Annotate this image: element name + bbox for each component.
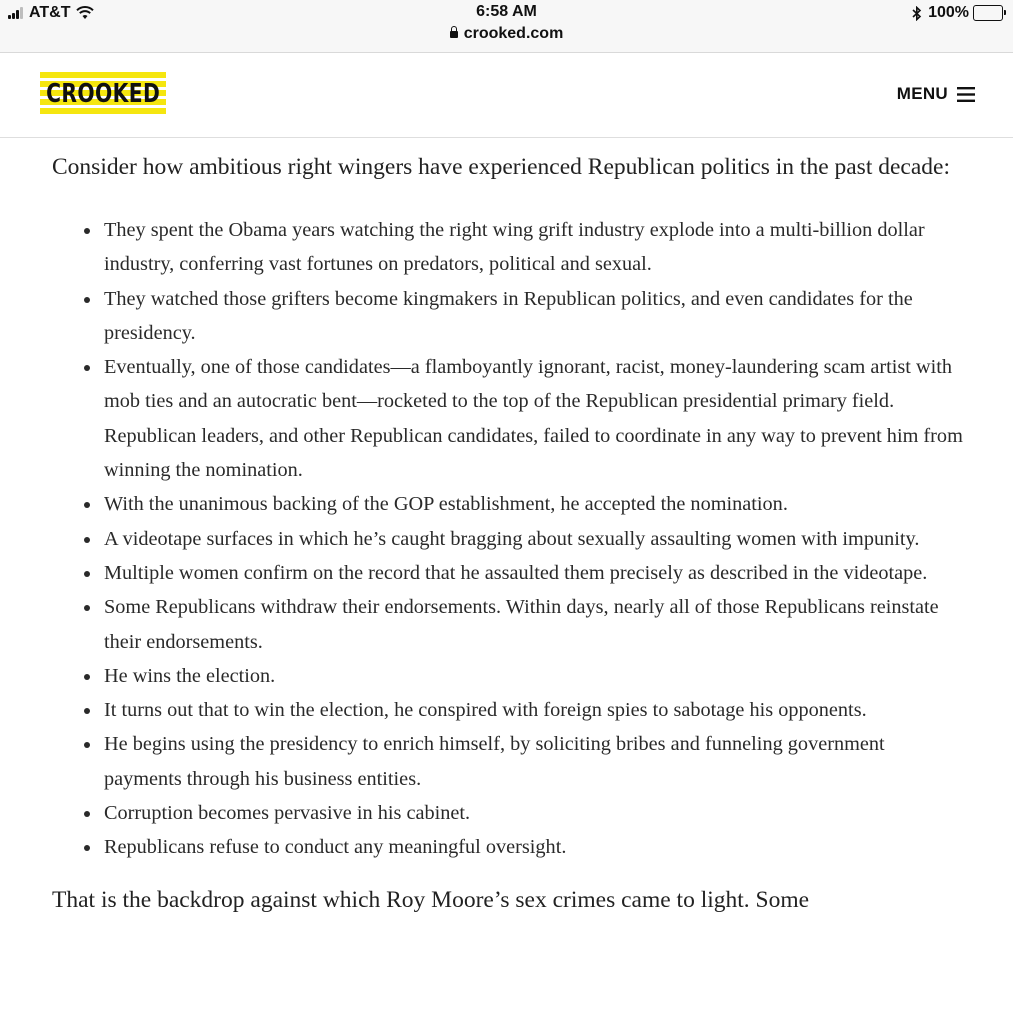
menu-button[interactable] [897, 84, 975, 104]
bullet-text: It turns out that to win the election, he conspired with foreign spies to sabotage his opponents. [104, 699, 867, 722]
bullet-text: Republicans refuse to conduct any meaningful oversight. [104, 836, 567, 859]
menu-label: MENU [896, 84, 948, 103]
address-bar[interactable] [0, 25, 1013, 43]
bullet-item [52, 350, 967, 487]
bullet-item [52, 693, 967, 727]
bullet-text: Corruption becomes pervasive in his cabinet. [104, 802, 471, 825]
lock-icon [450, 31, 458, 38]
carrier-name: AT&T [29, 4, 71, 21]
bullet-dot-icon [84, 811, 90, 817]
bullet-dot-icon [84, 845, 90, 851]
article-body [52, 150, 967, 917]
bullet-dot-icon [84, 502, 90, 508]
bullet-item [52, 487, 967, 521]
crooked-logo[interactable] [40, 72, 166, 116]
bullet-dot-icon [84, 708, 90, 714]
site-header [0, 53, 1013, 138]
bullet-item [52, 727, 967, 796]
bullet-text: Eventually, one of those candidates—a flamboyantly ignorant, racist, money-laundering scam artist with mob ties and an autocratic bent—rocketed to the top of the Republican presidential primary field. Republican leaders, and other Republican candidates, failed to coordinate in any way to prevent him from winning the nomination. [104, 356, 963, 482]
bullet-text: Some Republicans withdraw their endorsements. Within days, nearly all of those Republicans reinstate their endorsements. [104, 596, 939, 653]
bullet-text: Multiple women confirm on the record that he assaulted them precisely as described in the videotape. [104, 561, 928, 584]
bullet-text: He wins the election. [104, 664, 276, 687]
bullet-text: He begins using the presidency to enrich himself, by soliciting bribes and funneling government payments through his business entities. [104, 733, 885, 790]
status-right [912, 4, 1003, 22]
clock: 6:58 AM [476, 3, 537, 20]
bullet-item [52, 796, 967, 830]
bullet-text: A videotape surfaces in which he’s caught bragging about sexually assaulting women with impunity. [104, 527, 920, 550]
status-bar [0, 0, 1013, 53]
bullet-item [52, 590, 967, 659]
bullet-dot-icon [84, 365, 90, 371]
bullet-item [52, 213, 967, 282]
intro-paragraph: Consider how ambitious right wingers have experienced Republican politics in the past decade: [52, 154, 950, 180]
url-text: crooked.com [463, 25, 564, 42]
outro-paragraph: That is the backdrop against which Roy Moore’s sex crimes came to light. Some [52, 886, 810, 913]
bullet-text: With the unanimous backing of the GOP establishment, he accepted the nomination. [104, 493, 788, 516]
bullet-dot-icon [84, 571, 90, 577]
battery-percent: 100% [928, 4, 969, 21]
bullet-dot-icon [84, 297, 90, 303]
bullet-dot-icon [84, 742, 90, 748]
bullet-list [52, 213, 967, 865]
hamburger-menu-icon [957, 87, 975, 102]
battery-icon [973, 5, 1003, 21]
logo-text: CROOKED [45, 79, 161, 109]
bullet-item [52, 282, 967, 351]
bullet-text: They spent the Obama years watching the right wing grift industry explode into a multi-billion dollar industry, conferring vast fortunes on predators, political and sexual. [104, 219, 925, 276]
bullet-item [52, 830, 967, 864]
bullet-dot-icon [84, 228, 90, 234]
bullet-item [52, 556, 967, 590]
bullet-dot-icon [84, 674, 90, 680]
bullet-dot-icon [84, 605, 90, 611]
bullet-dot-icon [84, 537, 90, 543]
bluetooth-icon [912, 6, 922, 21]
bullet-item [52, 522, 967, 556]
bullet-item [52, 659, 967, 693]
bullet-text: They watched those grifters become kingmakers in Republican politics, and even candidates for the presidency. [104, 287, 913, 344]
